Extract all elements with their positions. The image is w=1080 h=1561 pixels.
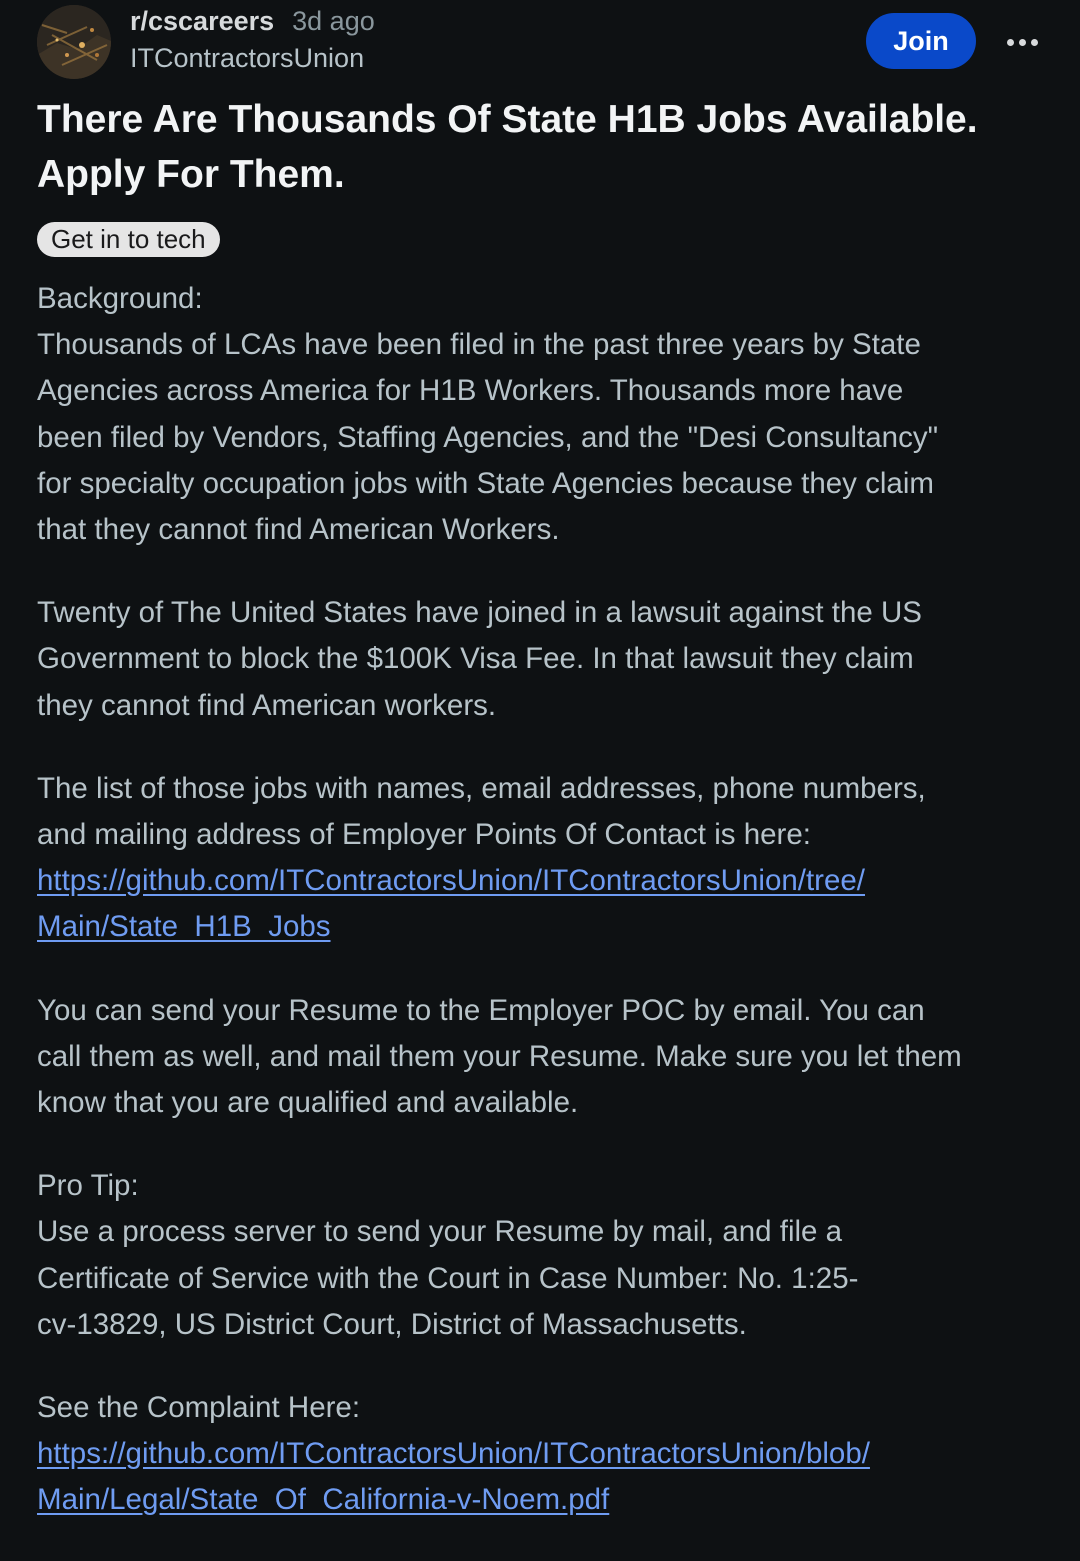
body-line: and mailing address of Employer Points Of Contact is here: — [37, 818, 811, 852]
more-options-icon-dot — [1019, 39, 1026, 46]
paragraph-pro-tip — [37, 1163, 1052, 1348]
body-line: Pro Tip: — [37, 1169, 139, 1203]
body-line: Use a process server to send your Resume by mail, and file a — [37, 1215, 843, 1249]
join-button[interactable]: Join — [866, 13, 976, 69]
more-options-button[interactable] — [1000, 22, 1044, 62]
post-flair[interactable]: Get in to tech — [37, 222, 220, 257]
post-header — [0, 0, 1080, 90]
post-author[interactable]: ITContractorsUnion — [130, 43, 365, 73]
post-title-line: Apply For Them. — [37, 153, 345, 196]
body-line: Government to block the $100K Visa Fee. In that lawsuit they claim — [37, 642, 914, 676]
avatar-image-icon — [37, 5, 111, 79]
jobs-list-link[interactable] — [37, 858, 1052, 950]
complaint-link[interactable] — [37, 1431, 1052, 1523]
body-line: cv-13829, US District Court, District of Massachusetts. — [37, 1307, 747, 1341]
body-line: been filed by Vendors, Staffing Agencies, and the "Desi Consultancy" — [37, 420, 939, 454]
subreddit-name[interactable]: r/cscareers — [130, 6, 275, 36]
post-time: 3d ago — [292, 6, 375, 36]
post-body — [37, 276, 1052, 1561]
body-line: See the Complaint Here: — [37, 1391, 361, 1425]
more-options-icon-dot — [1031, 39, 1038, 46]
body-line: that they cannot find American Workers. — [37, 513, 560, 547]
body-line: Thousands of LCAs have been filed in the past three years by State — [37, 328, 921, 362]
body-line: know that you are qualified and available. — [37, 1086, 579, 1120]
post-title — [37, 92, 1047, 202]
body-line: Background: — [37, 282, 203, 315]
body-line: The list of those jobs with names, email addresses, phone numbers, — [37, 771, 926, 805]
body-line: Agencies across America for H1B Workers. Thousands more have — [37, 374, 904, 408]
link-line: https://github.com/ITContractorsUnion/ITContractorsUnion/tree/ — [37, 864, 865, 898]
link-line: Main/State_H1B_Jobs — [37, 910, 331, 944]
body-line: call them as well, and mail them your Resume. Make sure you let them — [37, 1039, 962, 1073]
paragraph-job-list — [37, 766, 1052, 951]
body-line: Twenty of The United States have joined in a lawsuit against the US — [37, 596, 922, 630]
post-title-line: There Are Thousands Of State H1B Jobs Available. — [37, 98, 978, 141]
subreddit-avatar[interactable] — [37, 5, 111, 79]
paragraph-send-resume — [37, 988, 1052, 1127]
paragraph-lawsuit — [37, 590, 1052, 729]
paragraph-complaint — [37, 1385, 1052, 1524]
link-line: Main/Legal/State_Of_California-v-Noem.pdf — [37, 1483, 610, 1517]
link-line: https://github.com/ITContractorsUnion/ITContractorsUnion/blob/ — [37, 1437, 870, 1471]
subreddit-meta — [130, 6, 375, 42]
body-line: Certificate of Service with the Court in Case Number: No. 1:25- — [37, 1261, 859, 1295]
body-line: for specialty occupation jobs with State Agencies because they claim — [37, 466, 934, 500]
paragraph-background — [37, 276, 1052, 553]
body-line: they cannot find American workers. — [37, 688, 497, 722]
more-options-icon-dot — [1007, 39, 1014, 46]
body-line: You can send your Resume to the Employer POC by email. You can — [37, 993, 925, 1027]
